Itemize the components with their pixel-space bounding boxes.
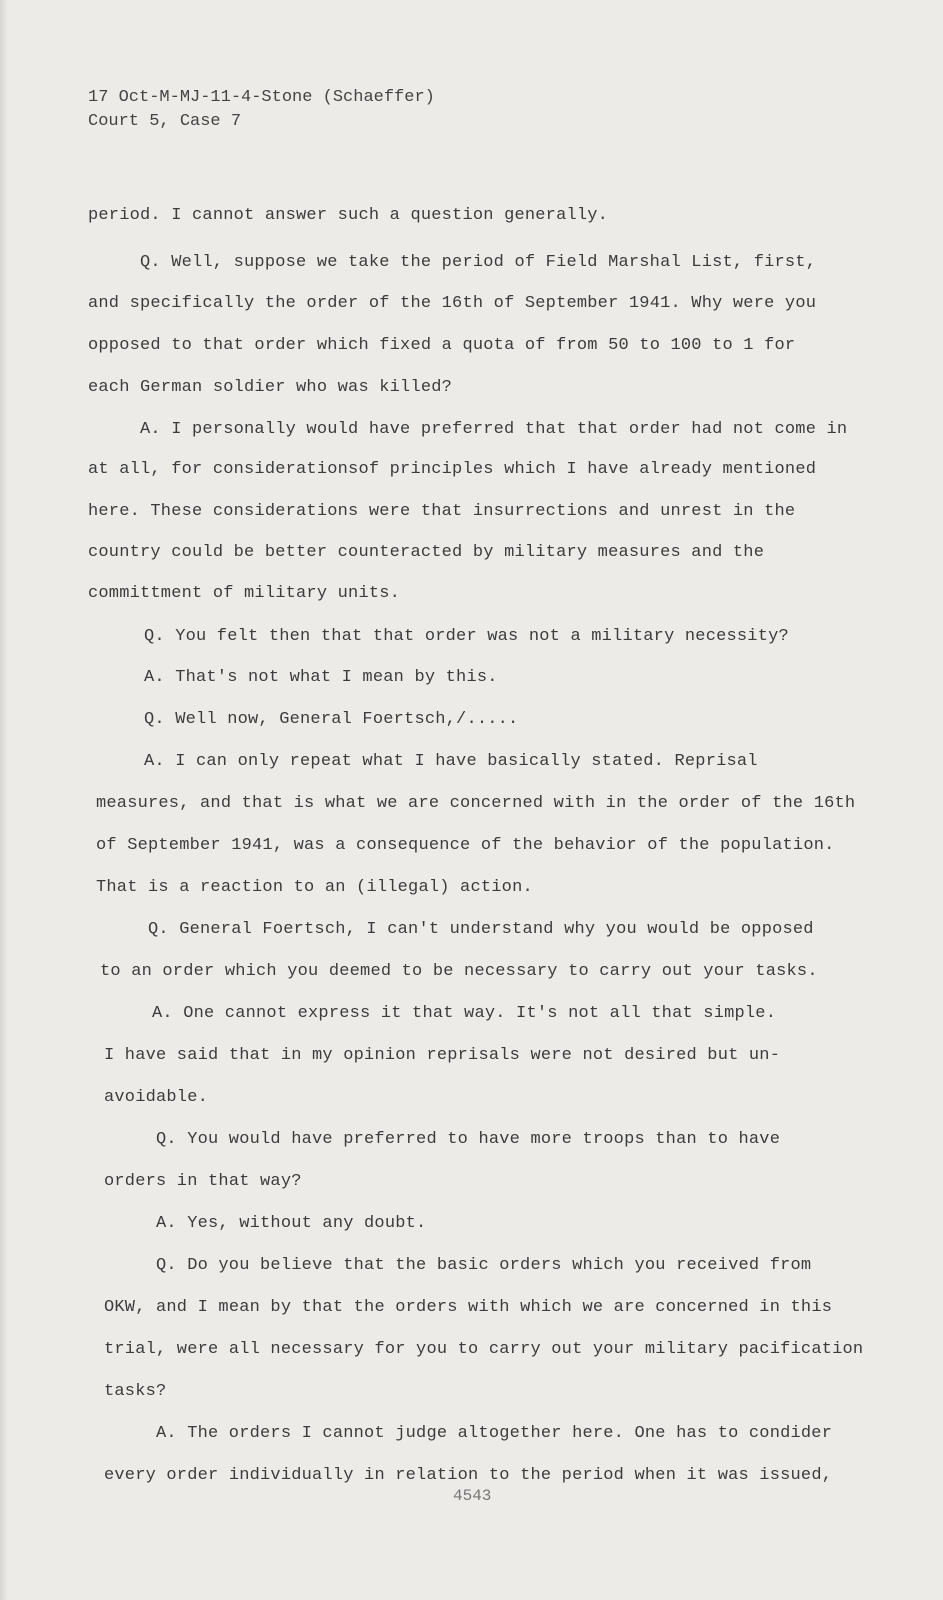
transcript-line: trial, were all necessary for you to carry out your military pacification bbox=[104, 1340, 864, 1359]
transcript-line: Q. Well now, General Foertsch,/..... bbox=[144, 710, 519, 729]
transcript-line: of September 1941, was a consequence of the behavior of the population. bbox=[96, 836, 835, 855]
transcript-line: Q. Well, suppose we take the period of Field Marshal List, first, bbox=[140, 253, 817, 272]
transcript-line: OKW, and I mean by that the orders with which we are concerned in this bbox=[104, 1298, 833, 1317]
transcript-line: tasks? bbox=[104, 1382, 167, 1401]
document-header bbox=[88, 86, 435, 134]
transcript-line: and specifically the order of the 16th of September 1941. Why were you bbox=[88, 294, 817, 313]
transcript-line: Q. General Foertsch, I can't understand why you would be opposed bbox=[148, 920, 814, 939]
transcript-line: Q. Do you believe that the basic orders which you received from bbox=[156, 1256, 812, 1275]
transcript-line: at all, for considerationsof principles which I have already mentioned bbox=[88, 460, 817, 479]
transcript-line: A. Yes, without any doubt. bbox=[156, 1214, 427, 1233]
transcript-line: each German soldier who was killed? bbox=[88, 378, 453, 397]
transcript-line: committment of military units. bbox=[88, 584, 401, 603]
page-number: 4543 bbox=[453, 1487, 492, 1505]
transcript-line: A. That's not what I mean by this. bbox=[144, 668, 498, 687]
transcript-line: measures, and that is what we are concerned with in the order of the 16th bbox=[96, 794, 856, 813]
transcript-line: here. These considerations were that insurrections and unrest in the bbox=[88, 502, 796, 521]
transcript-line: Q. You felt then that that order was not a military necessity? bbox=[144, 627, 789, 646]
transcript-line: A. I can only repeat what I have basically stated. Reprisal bbox=[144, 752, 758, 771]
transcript-line: orders in that way? bbox=[104, 1172, 302, 1191]
header-line-court-case: Court 5, Case 7 bbox=[88, 112, 242, 131]
transcript-line: to an order which you deemed to be necessary to carry out your tasks. bbox=[100, 962, 818, 981]
transcript-line: A. One cannot express it that way. It's not all that simple. bbox=[152, 1004, 777, 1023]
page-edge bbox=[0, 0, 8, 1600]
transcript-line: I have said that in my opinion reprisals were not desired but un- bbox=[104, 1046, 781, 1065]
transcript-line: opposed to that order which fixed a quota of from 50 to 100 to 1 for bbox=[88, 336, 796, 355]
header-line-date-reference: 17 Oct-M-MJ-11-4-Stone (Schaeffer) bbox=[88, 88, 435, 107]
transcript-line: period. I cannot answer such a question generally. bbox=[88, 206, 609, 225]
transcript-line: That is a reaction to an (illegal) action. bbox=[96, 878, 533, 897]
transcript-line: avoidable. bbox=[104, 1088, 209, 1107]
transcript-line: A. The orders I cannot judge altogether here. One has to condider bbox=[156, 1424, 833, 1443]
transcript-line: A. I personally would have preferred that that order had not come in bbox=[140, 420, 848, 439]
transcript-line: every order individually in relation to the period when it was issued, bbox=[104, 1466, 833, 1485]
transcript-line: Q. You would have preferred to have more troops than to have bbox=[156, 1130, 781, 1149]
transcript-line: country could be better counteracted by military measures and the bbox=[88, 543, 765, 562]
